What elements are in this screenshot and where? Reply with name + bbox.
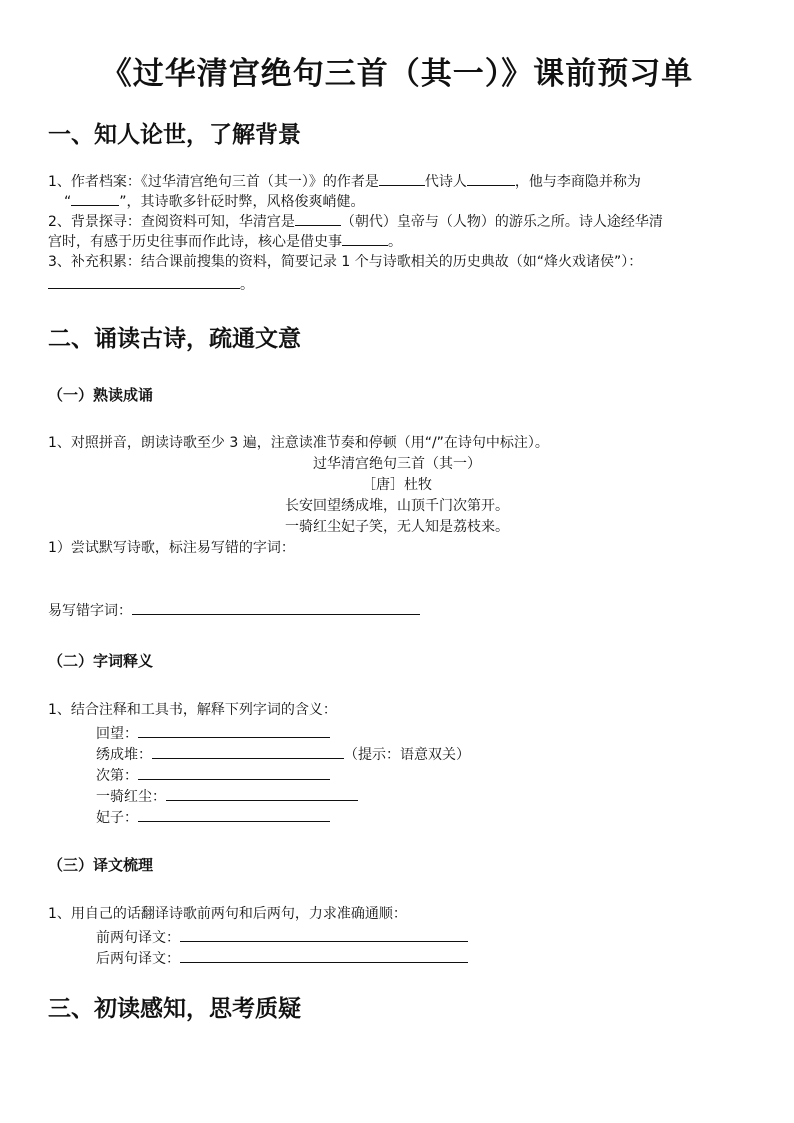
subsection-3-item-1: 1、用自己的话翻译诗歌前两句和后两句，力求准确通顺： [48, 906, 407, 922]
word-field-yiqihongchen[interactable] [166, 784, 358, 801]
fill-blank-dynasty[interactable] [379, 170, 425, 186]
word-label: 绣成堆： [96, 747, 152, 763]
item-text: ，他与李商隐并称为 [514, 174, 641, 190]
item-text: ”，其诗歌多针砭时弊，风格俊爽峭健。 [119, 194, 365, 210]
translation-row-second [96, 946, 468, 970]
word-label: 一骑红尘： [96, 789, 166, 805]
poem-title: 过华清宫绝句三首（其一） [313, 456, 481, 472]
word-label: 妃子： [96, 810, 138, 826]
section-2-heading: 二、诵读古诗，疏通文意 [48, 325, 301, 352]
word-field-cidi[interactable] [138, 763, 330, 780]
item-text: 2、背景探寻：查阅资料可知，华清宫是 [48, 214, 295, 230]
item-text: 代诗人 [424, 174, 467, 190]
translation-label: 前两句译文： [96, 930, 180, 946]
section-1-item-3-line-2 [48, 272, 254, 296]
section-1-item-2-line-2 [48, 230, 402, 253]
section-3-heading: 三、初读感知，思考质疑 [48, 995, 301, 1022]
error-words-row [48, 598, 420, 622]
subsection-1-item-1: 1、对照拼音，朗读诗歌至少 3 遍，注意读准节奏和停顿（用“/”在诗句中标注）。 [48, 435, 549, 451]
word-label: 回望： [96, 726, 138, 742]
subsection-1-heading: （一）熟读成诵 [48, 386, 154, 404]
word-label: 次第： [96, 768, 138, 784]
word-field-feizi[interactable] [138, 805, 330, 822]
item-text: “ [64, 194, 72, 210]
subsection-2-heading: （二）字词释义 [48, 652, 154, 670]
poem-line-2: 一骑红尘妃子笑，无人知是荔枝来。 [285, 519, 509, 535]
item-text: 。 [240, 277, 254, 293]
subsection-1-sub-item-1: 1）尝试默写诗歌，标注易写错的字词： [48, 540, 295, 556]
subsection-2-item-1: 1、结合注释和工具书，解释下列字词的含义： [48, 702, 337, 718]
fill-blank-era[interactable] [295, 210, 341, 226]
poem-author: ［唐］杜牧 [362, 477, 432, 493]
section-1-item-3-line-1: 3、补充积累：结合课前搜集的资料，简要记录 1 个与诗歌相关的历史典故（如“烽火戏诸侯”）： [48, 254, 643, 270]
subsection-3-heading: （三）译文梳理 [48, 856, 154, 874]
word-field-xiuchengdui[interactable] [152, 742, 344, 759]
poem-line-1: 长安回望绣成堆，山顶千门次第开。 [285, 498, 509, 514]
translation-field-first[interactable] [180, 925, 468, 942]
word-field-huiwang[interactable] [138, 721, 330, 738]
item-text: 。 [388, 234, 402, 250]
error-words-label: 易写错字词： [48, 603, 132, 619]
fill-blank-poet[interactable] [467, 170, 515, 186]
item-text: （朝代）皇帝与（人物）的游乐之所。诗人途经华清 [340, 214, 663, 230]
item-text: 1、作者档案：《过华清宫绝句三首（其一）》的作者是 [48, 174, 379, 190]
item-text: 宫时，有感于历史往事而作此诗，核心是借史事 [48, 234, 342, 250]
translation-field-second[interactable] [180, 946, 468, 963]
error-words-field[interactable] [132, 598, 420, 615]
section-1-heading: 一、知人论世，了解背景 [48, 121, 301, 148]
fill-blank-theme[interactable] [342, 230, 388, 246]
page-title: 《过华清宫绝句三首（其一）》课前预习单 [100, 56, 694, 92]
fill-line-allusion[interactable] [48, 272, 240, 289]
fill-blank-title-pair[interactable] [71, 190, 119, 206]
word-row-feizi [96, 805, 330, 829]
word-hint: （提示：语意双关） [344, 747, 470, 763]
translation-label: 后两句译文： [96, 951, 180, 967]
